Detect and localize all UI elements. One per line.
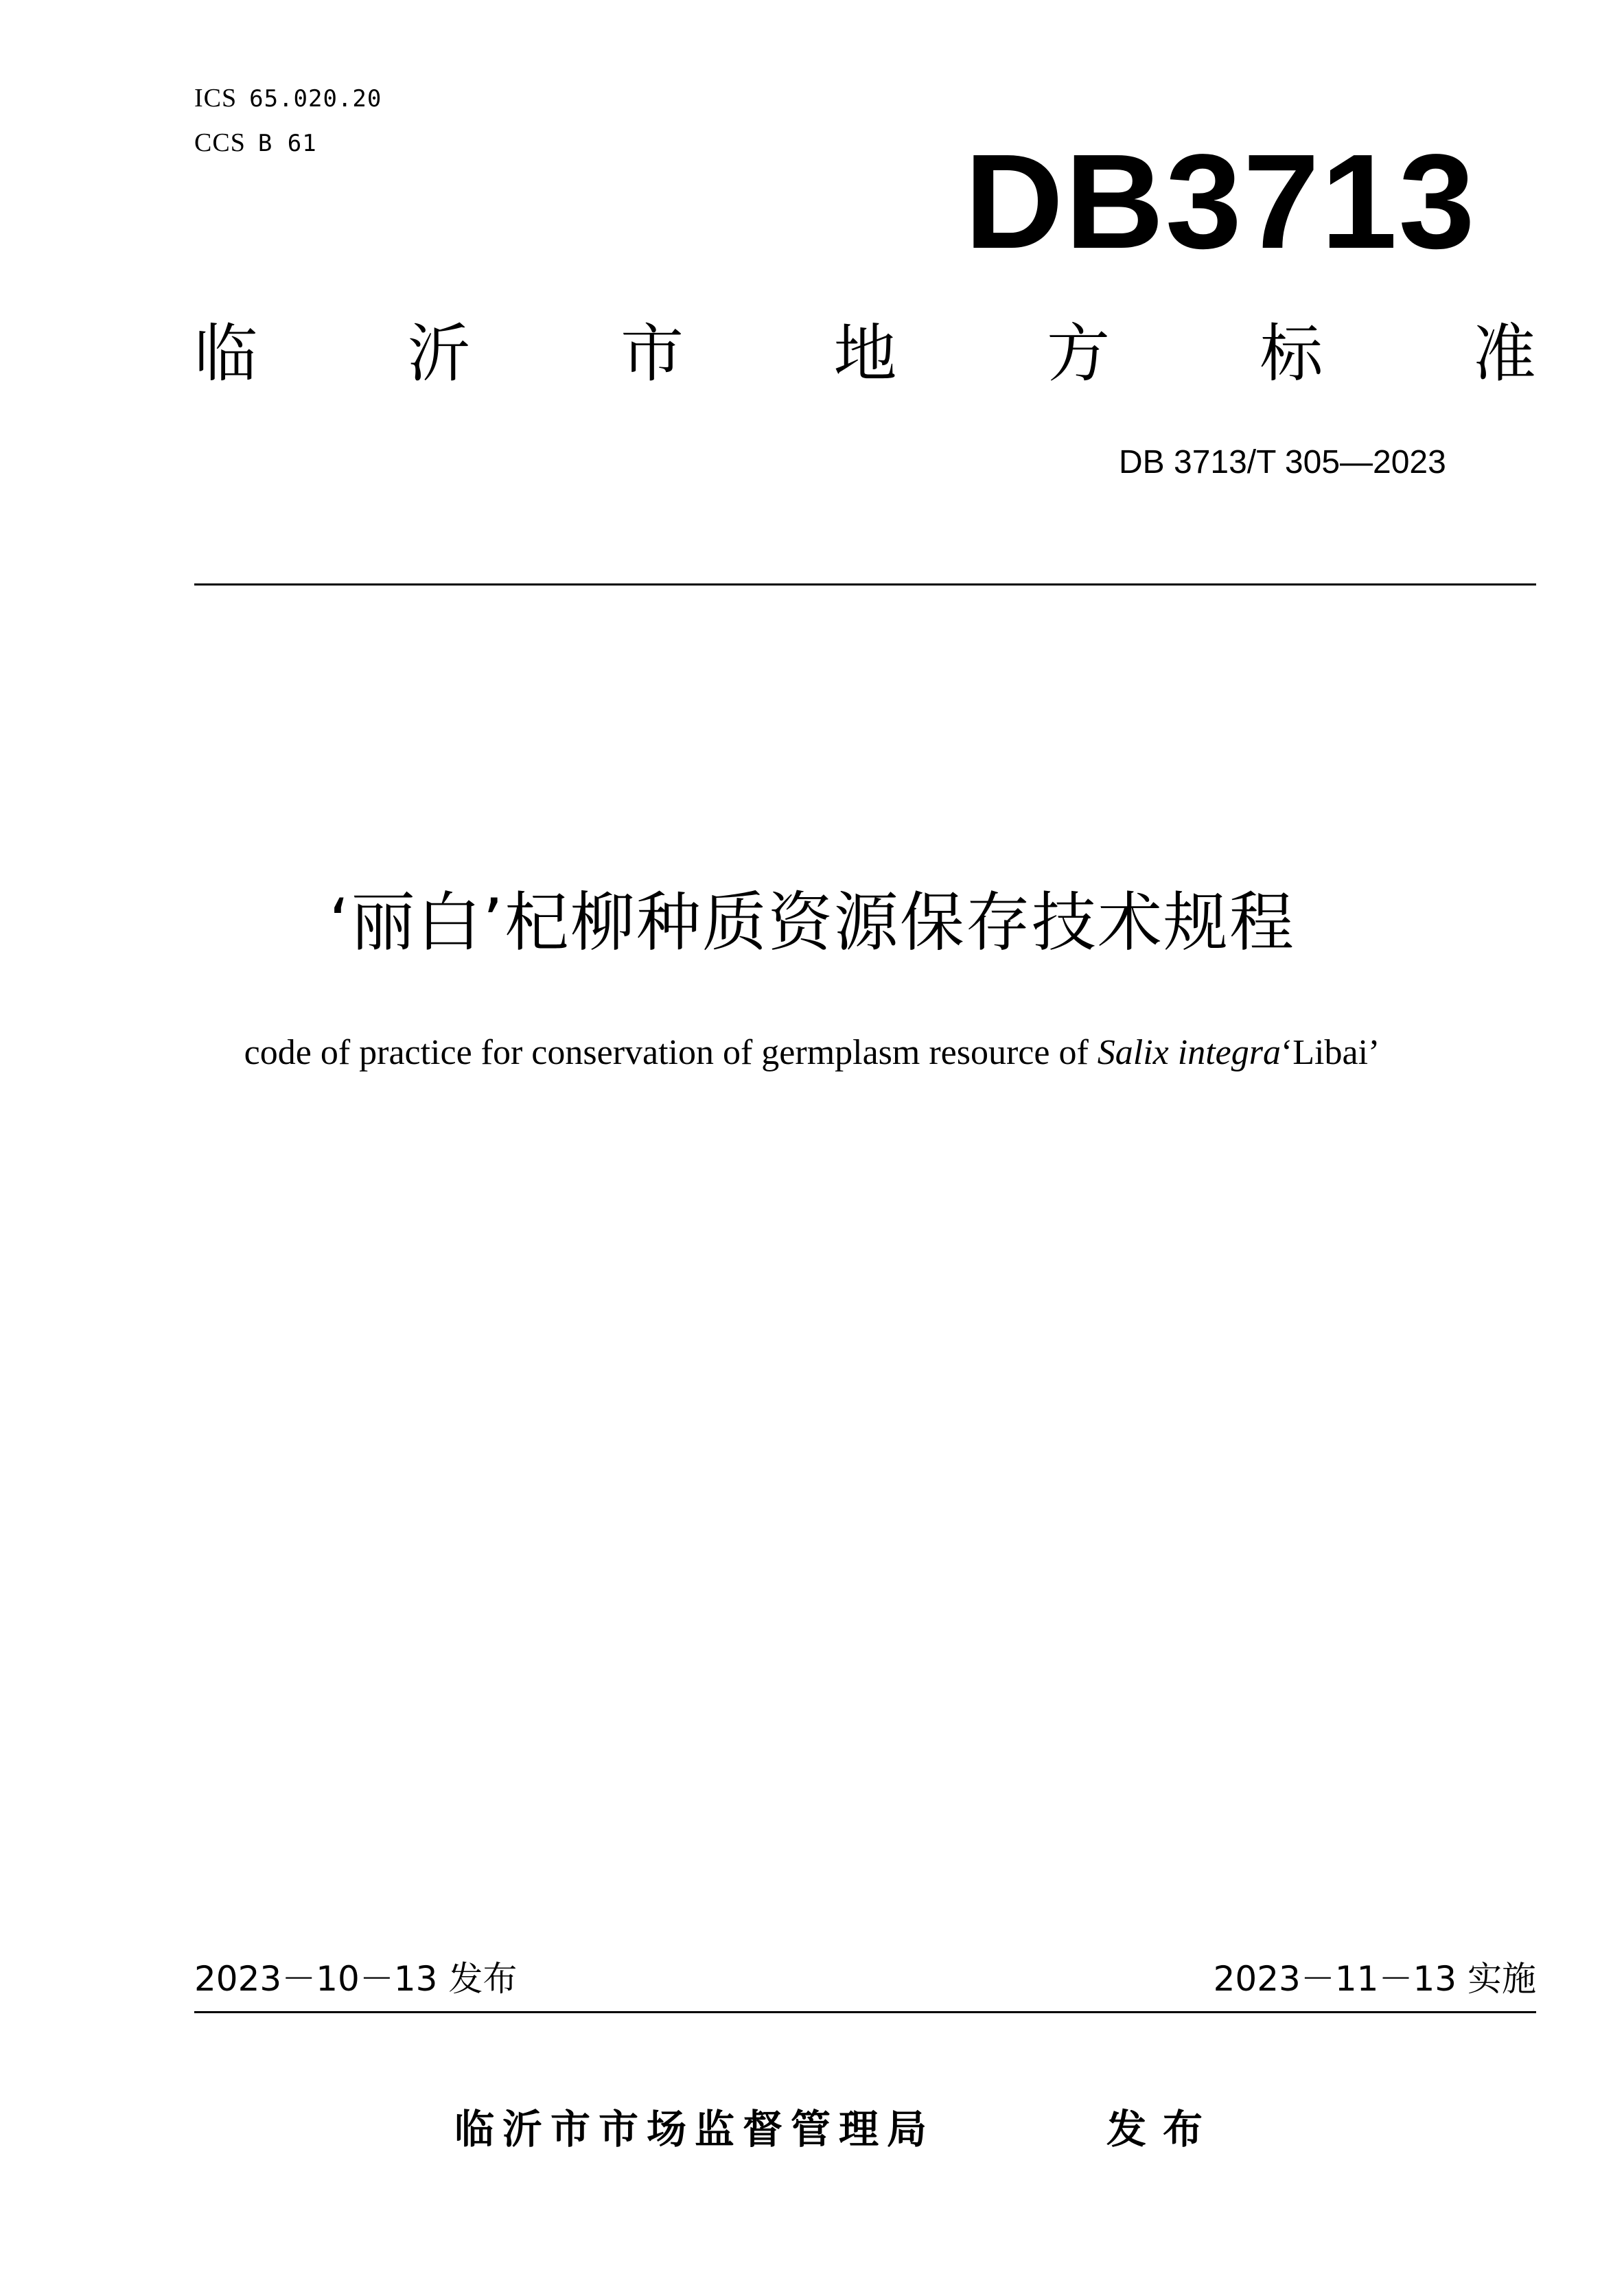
ics-label: ICS: [194, 84, 237, 113]
top-divider: [194, 583, 1536, 585]
subtitle-prefix: code of practice for conservation of germplasm resource of: [244, 1033, 1098, 1072]
implementation-date: 2023－11－13 实施: [1213, 1959, 1536, 1999]
standard-title-char: 临: [194, 317, 258, 391]
issuing-authority: 临沂市市场监督管理局: [454, 2106, 936, 2153]
publish-label: 发布: [1106, 2106, 1220, 2153]
standard-title-char: 准: [1472, 317, 1536, 391]
document-title: ‘丽白’杞柳种质资源保存技术规程: [329, 885, 1295, 960]
ccs-label: CCS: [194, 128, 246, 157]
subtitle-suffix: ‘Libai’: [1280, 1033, 1380, 1072]
bottom-divider: [194, 2011, 1536, 2013]
ccs-line: [194, 130, 317, 156]
standard-type-title: [194, 317, 1536, 391]
db-logo: DB3713: [964, 126, 1476, 277]
standard-title-char: 沂: [407, 317, 471, 391]
standard-title-char: 方: [1046, 317, 1110, 391]
ics-code: 65.020.20: [249, 85, 382, 113]
release-date: 2023－10－13 发布: [194, 1959, 518, 1999]
standard-title-char: 地: [833, 317, 897, 391]
standard-title-char: 市: [620, 317, 684, 391]
standard-number: DB 3713/T 305—2023: [1119, 444, 1446, 480]
subtitle-species: Salix integra: [1097, 1033, 1281, 1072]
ccs-code: B 61: [257, 130, 317, 157]
document-english-title: [0, 1035, 1624, 1071]
standard-title-char: 标: [1260, 317, 1323, 391]
ics-line: [194, 85, 382, 111]
